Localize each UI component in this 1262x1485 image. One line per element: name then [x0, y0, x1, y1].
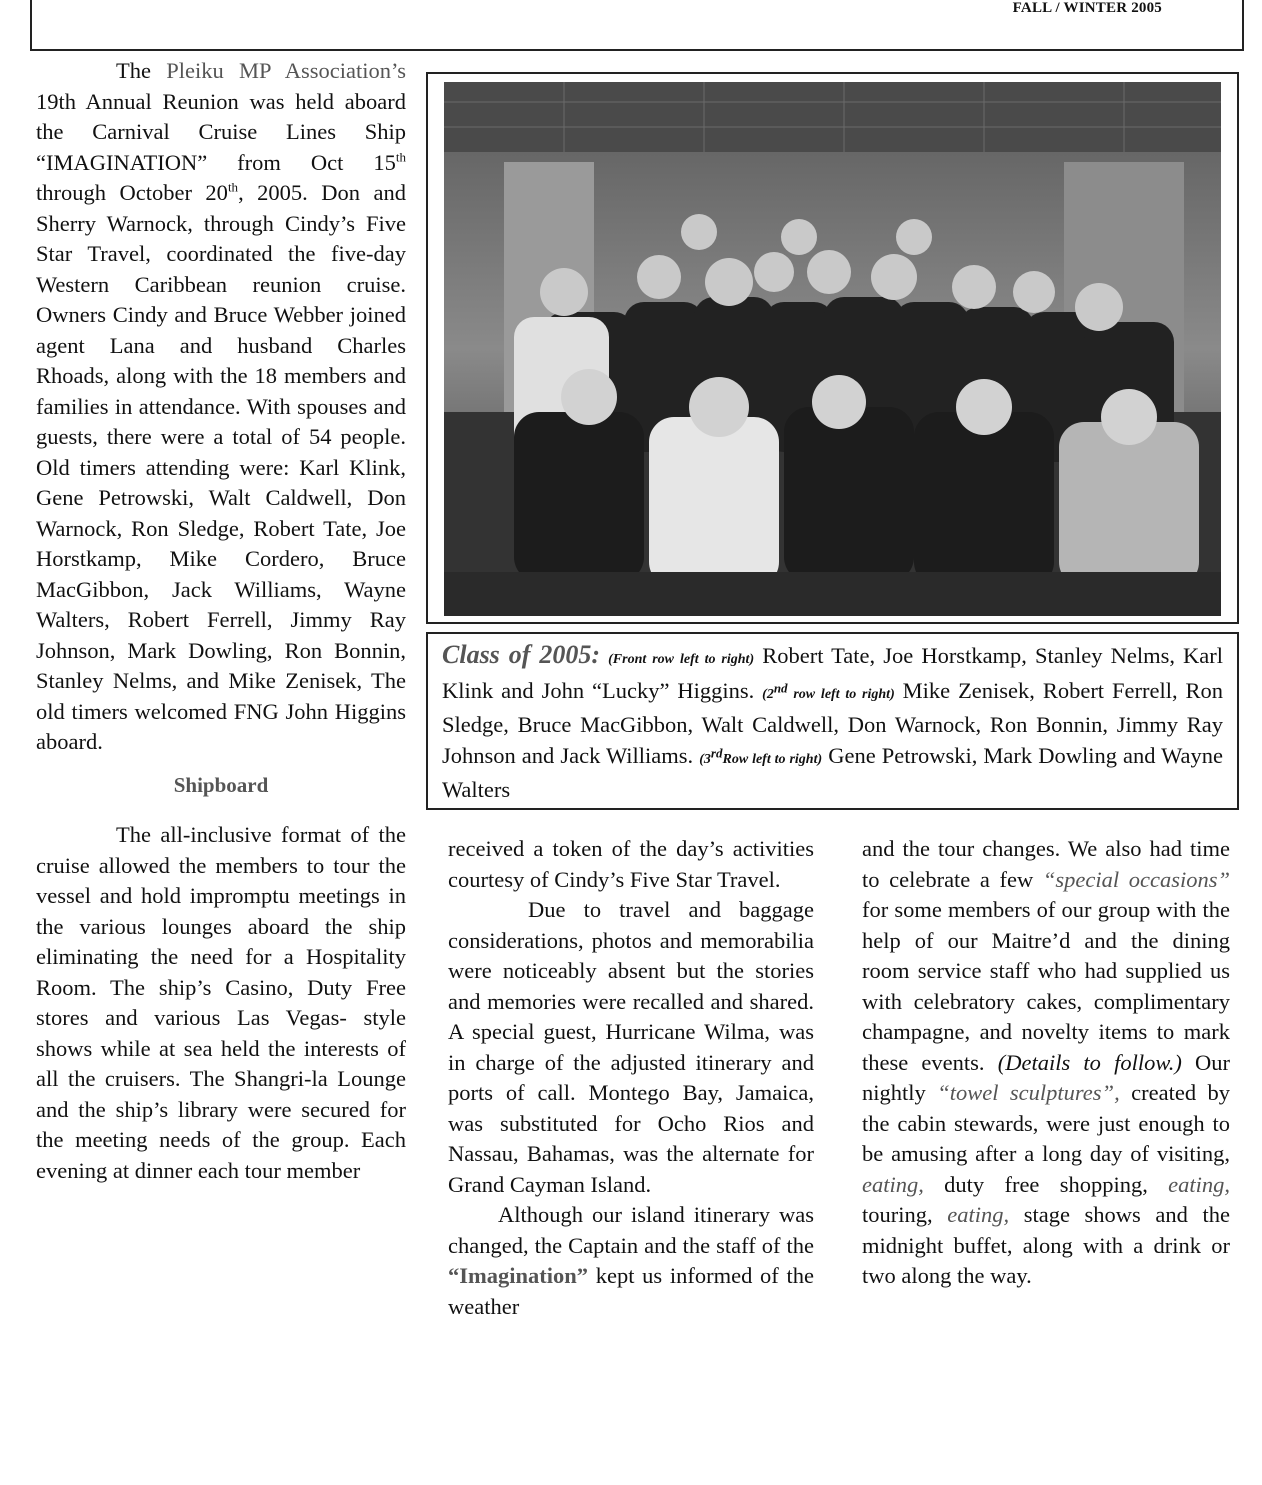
row2-label-a: (2 — [762, 686, 774, 702]
caption-row3-label — [699, 744, 823, 767]
photo-frame — [426, 72, 1239, 624]
eating-1: eating, — [862, 1171, 924, 1197]
eating-2: eating, — [1168, 1171, 1231, 1197]
col3-text-a: and the tour changes. We also had time to celebrate a few — [862, 836, 1230, 892]
col3-paragraph — [862, 834, 1230, 1292]
intro-paragraph — [36, 56, 406, 758]
column-1 — [36, 56, 406, 1186]
row2-label-sup: nd — [773, 679, 788, 695]
shipboard-heading: Shipboard — [173, 772, 269, 797]
group-photo — [444, 82, 1221, 616]
col2-p3-text-b: kept us informed of the weather — [448, 1263, 814, 1319]
intro-text-2: through October 20 — [36, 180, 228, 205]
intro-the: The — [116, 58, 151, 83]
col3-text-e: duty free shopping, — [944, 1171, 1148, 1197]
caption-row1-names: Robert Tate, Joe Horstkamp, Stanley Nelms, Karl Klink and John “Lucky” Higgins. — [442, 643, 1224, 703]
caption-row2-label — [762, 679, 895, 702]
row2-label-b: row left to right) — [793, 686, 895, 702]
col2-paragraph-2: Due to travel and baggage considerations, photos and memorabilia were noticeably absent but the stories and memories were recalled and shared. A special guest, Hurricane Wilma, was in charge of the adjusted itinerary and ports of call. Montego Bay, Jamaica, was substituted for Ocho Rios and Nassau, Bahamas, was the alternate for Grand Cayman Island. — [448, 897, 814, 1197]
shipboard-paragraph: The all-inclusive format of the cruise allowed the members to tour the vessel and hold impromptu meetings in the various lounges aboard the ship eliminating the need for a Hospitality Room. The ship’s Casino, Duty Free stores and various Las Vegas- style shows while at sea held the interests of all the cruisers. The Shangri-la Lounge and the ship’s library were secured for the meeting needs of the group. Each evening at dinner each tour member — [36, 822, 406, 1183]
ship-name: “Imagination” — [448, 1263, 589, 1288]
intro-text-1: 19th Annual Reunion was held aboard the Carnival Cruise Lines Ship “IMAGINATION” from Oct 15 — [36, 88, 406, 175]
col3-text-g: stage shows and the midnight buffet, along with a drink or two along the way. — [862, 1202, 1231, 1288]
col2-paragraph-3 — [448, 1200, 814, 1322]
col3-text-c: Our nightly — [862, 1049, 1231, 1105]
row3-label-sup: rd — [710, 744, 723, 760]
association-name: Pleiku MP Association’s — [166, 58, 406, 83]
col2-paragraph-1: received a token of the day’s activities courtesy of Cindy’s Five Star Travel. — [448, 836, 814, 892]
photo-caption — [426, 632, 1239, 810]
eating-3: eating, — [947, 1202, 1010, 1227]
column-3 — [862, 834, 1230, 1292]
masthead-box — [30, 0, 1244, 51]
col3-text-b: for some members of our group with the help of our Maitre’d and the dining room service staff who had supplied us with celebratory cakes, complimentary champagne, and novelty items to mark these events. — [862, 897, 1230, 1075]
caption-row1-label: (Front row left to right) — [608, 652, 755, 667]
sup-th-1: th — [395, 149, 406, 164]
col2-p3-text-a: Although our island itinerary was changed, the Captain and the staff of the — [448, 1202, 814, 1258]
towel-sculptures: “towel sculptures”, — [937, 1080, 1120, 1105]
column-2 — [448, 834, 814, 1322]
intro-text-3: , 2005. Don and Sherry Warnock, through Cindy’s Five Star Travel, coordinated the five-day Western Caribbean reunion cruise. Owners Cindy and Bruce Webber joined agent Lana and husband Charles Rhoads, along with the 18 members and families in attendance. With spouses and guests, there were a total of 54 people. Old timers attending were: Karl Klink, Gene Petrowski, Walt Caldwell, Don Warnock, Ron Sledge, Robert Tate, Joe Horstkamp, Mike Cordero, Bruce MacGibbon, Jack Williams, Wayne Walters, Robert Ferrell, Jimmy Ray Johnson, Mark Dowling, Ron Bonnin, Stanley Nelms, and Mike Zenisek, The old timers welcomed FNG John Higgins aboard. — [36, 180, 406, 754]
caption-row3-names: Gene Petrowski, Mark Dowling and Wayne Walters — [442, 742, 1224, 802]
issue-season: FALL / WINTER 2005 — [1012, 0, 1162, 16]
special-occasions: “special occasions” — [1042, 866, 1231, 892]
row3-label-b: Row left to right) — [722, 751, 823, 767]
col3-text-d: created by the cabin stewards, were just enough to be amusing after a long day of visiting, — [862, 1080, 1231, 1166]
row3-label-a: (3 — [699, 751, 711, 767]
details-note: (Details to follow.) — [997, 1049, 1182, 1075]
sup-th-2: th — [227, 179, 239, 195]
caption-row2-names: Mike Zenisek, Robert Ferrell, Ron Sledge, Bruce MacGibbon, Walt Caldwell, Don Warnock, Ron Bonnin, Jimmy Ray Johnson and Jack Williams. — [442, 677, 1223, 768]
caption-title: Class of 2005: — [442, 640, 601, 669]
col3-text-f: touring, — [862, 1202, 933, 1227]
